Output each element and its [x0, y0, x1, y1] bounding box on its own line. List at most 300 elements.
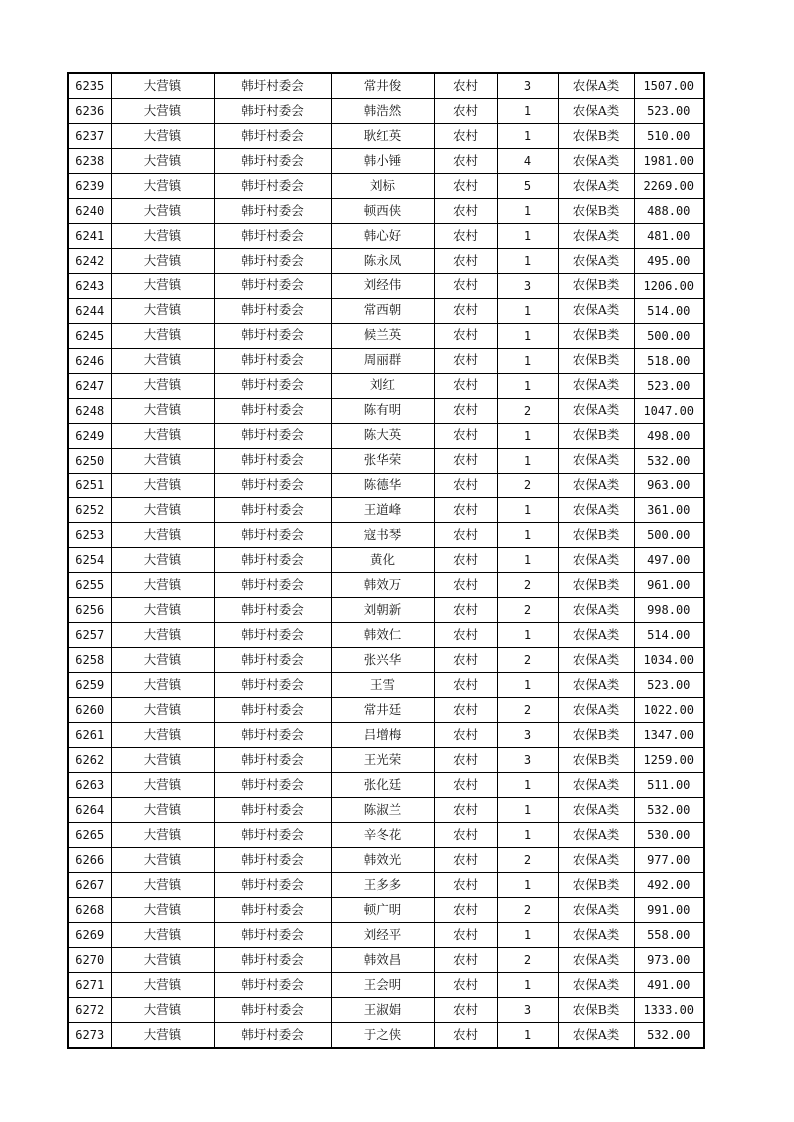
household-size-cell: 3: [497, 73, 558, 98]
village-committee-cell: 韩圩村委会: [214, 323, 331, 348]
village-committee-cell: 韩圩村委会: [214, 897, 331, 922]
household-type-cell: 农村: [434, 573, 497, 598]
household-size-cell: 1: [497, 98, 558, 123]
town-cell: 大营镇: [111, 298, 214, 323]
amount-cell: 977.00: [634, 848, 704, 873]
table-row: [68, 73, 704, 98]
name-cell: 常井俊: [331, 73, 434, 98]
amount-cell: 991.00: [634, 897, 704, 922]
table-row: [68, 498, 704, 523]
amount-cell: 532.00: [634, 1022, 704, 1047]
table-row: [68, 198, 704, 223]
village-committee-cell: 韩圩村委会: [214, 73, 331, 98]
insurance-category-cell: 农保A类: [558, 848, 634, 873]
town-cell: 大营镇: [111, 997, 214, 1022]
row-number-cell: 6250: [68, 448, 111, 473]
insurance-category-cell: 农保A类: [558, 248, 634, 273]
village-committee-cell: 韩圩村委会: [214, 947, 331, 972]
household-type-cell: 农村: [434, 448, 497, 473]
village-committee-cell: 韩圩村委会: [214, 972, 331, 997]
town-cell: 大营镇: [111, 148, 214, 173]
amount-cell: 488.00: [634, 198, 704, 223]
household-type-cell: 农村: [434, 848, 497, 873]
name-cell: 顿西侠: [331, 198, 434, 223]
insurance-category-cell: 农保A类: [558, 648, 634, 673]
insurance-category-cell: 农保B类: [558, 348, 634, 373]
household-type-cell: 农村: [434, 897, 497, 922]
amount-cell: 500.00: [634, 323, 704, 348]
insurance-category-cell: 农保A类: [558, 598, 634, 623]
household-size-cell: 1: [497, 623, 558, 648]
household-size-cell: 1: [497, 798, 558, 823]
town-cell: 大营镇: [111, 498, 214, 523]
amount-cell: 530.00: [634, 823, 704, 848]
table-row: [68, 523, 704, 548]
table-row: [68, 598, 704, 623]
name-cell: 韩效仁: [331, 623, 434, 648]
town-cell: 大营镇: [111, 448, 214, 473]
household-size-cell: 1: [497, 548, 558, 573]
household-type-cell: 农村: [434, 373, 497, 398]
household-size-cell: 2: [497, 573, 558, 598]
household-size-cell: 1: [497, 448, 558, 473]
table-row: [68, 972, 704, 997]
household-type-cell: 农村: [434, 773, 497, 798]
name-cell: 刘经平: [331, 922, 434, 947]
village-committee-cell: 韩圩村委会: [214, 798, 331, 823]
household-type-cell: 农村: [434, 123, 497, 148]
row-number-cell: 6267: [68, 873, 111, 898]
household-size-cell: 2: [497, 598, 558, 623]
row-number-cell: 6268: [68, 897, 111, 922]
village-committee-cell: 韩圩村委会: [214, 223, 331, 248]
household-size-cell: 1: [497, 823, 558, 848]
household-type-cell: 农村: [434, 947, 497, 972]
household-type-cell: 农村: [434, 98, 497, 123]
insurance-category-cell: 农保A类: [558, 798, 634, 823]
village-committee-cell: 韩圩村委会: [214, 723, 331, 748]
name-cell: 韩效万: [331, 573, 434, 598]
insurance-category-cell: 农保A类: [558, 173, 634, 198]
household-size-cell: 2: [497, 848, 558, 873]
household-size-cell: 1: [497, 972, 558, 997]
household-type-cell: 农村: [434, 248, 497, 273]
insurance-category-cell: 农保B类: [558, 523, 634, 548]
town-cell: 大营镇: [111, 98, 214, 123]
village-committee-cell: 韩圩村委会: [214, 398, 331, 423]
household-type-cell: 农村: [434, 997, 497, 1022]
table-row: [68, 423, 704, 448]
household-type-cell: 农村: [434, 523, 497, 548]
row-number-cell: 6249: [68, 423, 111, 448]
table-row: [68, 548, 704, 573]
table-row: [68, 623, 704, 648]
amount-cell: 523.00: [634, 373, 704, 398]
household-size-cell: 1: [497, 298, 558, 323]
name-cell: 候兰英: [331, 323, 434, 348]
table-row: [68, 223, 704, 248]
amount-cell: 1981.00: [634, 148, 704, 173]
table-row: [68, 698, 704, 723]
amount-cell: 558.00: [634, 922, 704, 947]
name-cell: 王道峰: [331, 498, 434, 523]
row-number-cell: 6251: [68, 473, 111, 498]
table-body: [68, 73, 704, 1048]
household-size-cell: 1: [497, 1022, 558, 1047]
household-type-cell: 农村: [434, 548, 497, 573]
town-cell: 大营镇: [111, 223, 214, 248]
name-cell: 陈大英: [331, 423, 434, 448]
household-type-cell: 农村: [434, 1022, 497, 1047]
row-number-cell: 6264: [68, 798, 111, 823]
household-type-cell: 农村: [434, 348, 497, 373]
table-row: [68, 448, 704, 473]
village-committee-cell: 韩圩村委会: [214, 623, 331, 648]
insurance-category-cell: 农保A类: [558, 673, 634, 698]
town-cell: 大营镇: [111, 473, 214, 498]
row-number-cell: 6273: [68, 1022, 111, 1047]
town-cell: 大营镇: [111, 523, 214, 548]
insurance-category-cell: 农保B类: [558, 873, 634, 898]
table-row: [68, 798, 704, 823]
name-cell: 韩效光: [331, 848, 434, 873]
village-committee-cell: 韩圩村委会: [214, 173, 331, 198]
household-size-cell: 1: [497, 198, 558, 223]
table-row: [68, 398, 704, 423]
row-number-cell: 6243: [68, 273, 111, 298]
village-committee-cell: 韩圩村委会: [214, 348, 331, 373]
household-type-cell: 农村: [434, 198, 497, 223]
name-cell: 陈淑兰: [331, 798, 434, 823]
village-committee-cell: 韩圩村委会: [214, 773, 331, 798]
table-row: [68, 897, 704, 922]
town-cell: 大营镇: [111, 323, 214, 348]
row-number-cell: 6247: [68, 373, 111, 398]
village-committee-cell: 韩圩村委会: [214, 823, 331, 848]
name-cell: 王会明: [331, 972, 434, 997]
amount-cell: 1047.00: [634, 398, 704, 423]
table-row: [68, 173, 704, 198]
row-number-cell: 6263: [68, 773, 111, 798]
table-row: [68, 323, 704, 348]
insurance-category-cell: 农保A类: [558, 98, 634, 123]
town-cell: 大营镇: [111, 573, 214, 598]
town-cell: 大营镇: [111, 773, 214, 798]
name-cell: 张华荣: [331, 448, 434, 473]
insurance-category-cell: 农保B类: [558, 198, 634, 223]
name-cell: 王光荣: [331, 748, 434, 773]
town-cell: 大营镇: [111, 947, 214, 972]
village-committee-cell: 韩圩村委会: [214, 523, 331, 548]
row-number-cell: 6244: [68, 298, 111, 323]
household-type-cell: 农村: [434, 223, 497, 248]
village-committee-cell: 韩圩村委会: [214, 997, 331, 1022]
village-committee-cell: 韩圩村委会: [214, 98, 331, 123]
village-committee-cell: 韩圩村委会: [214, 573, 331, 598]
name-cell: 陈德华: [331, 473, 434, 498]
name-cell: 常井廷: [331, 698, 434, 723]
amount-cell: 495.00: [634, 248, 704, 273]
village-committee-cell: 韩圩村委会: [214, 1022, 331, 1047]
row-number-cell: 6254: [68, 548, 111, 573]
town-cell: 大营镇: [111, 1022, 214, 1047]
name-cell: 顿广明: [331, 897, 434, 922]
name-cell: 王雪: [331, 673, 434, 698]
amount-cell: 1259.00: [634, 748, 704, 773]
name-cell: 王淑娟: [331, 997, 434, 1022]
village-committee-cell: 韩圩村委会: [214, 598, 331, 623]
name-cell: 刘经伟: [331, 273, 434, 298]
household-size-cell: 1: [497, 348, 558, 373]
table-row: [68, 348, 704, 373]
row-number-cell: 6270: [68, 947, 111, 972]
row-number-cell: 6271: [68, 972, 111, 997]
table-row: [68, 273, 704, 298]
town-cell: 大营镇: [111, 273, 214, 298]
insurance-category-cell: 农保B类: [558, 123, 634, 148]
village-committee-cell: 韩圩村委会: [214, 273, 331, 298]
town-cell: 大营镇: [111, 423, 214, 448]
household-size-cell: 3: [497, 273, 558, 298]
insurance-category-cell: 农保A类: [558, 223, 634, 248]
amount-cell: 481.00: [634, 223, 704, 248]
household-type-cell: 农村: [434, 173, 497, 198]
table-row: [68, 873, 704, 898]
town-cell: 大营镇: [111, 73, 214, 98]
village-committee-cell: 韩圩村委会: [214, 698, 331, 723]
town-cell: 大营镇: [111, 123, 214, 148]
row-number-cell: 6242: [68, 248, 111, 273]
town-cell: 大营镇: [111, 673, 214, 698]
village-committee-cell: 韩圩村委会: [214, 448, 331, 473]
household-size-cell: 2: [497, 897, 558, 922]
insurance-category-cell: 农保B类: [558, 748, 634, 773]
name-cell: 张兴华: [331, 648, 434, 673]
household-type-cell: 农村: [434, 823, 497, 848]
insurance-category-cell: 农保B类: [558, 573, 634, 598]
amount-cell: 973.00: [634, 947, 704, 972]
name-cell: 王多多: [331, 873, 434, 898]
village-committee-cell: 韩圩村委会: [214, 673, 331, 698]
household-type-cell: 农村: [434, 598, 497, 623]
insurance-category-cell: 农保A类: [558, 448, 634, 473]
name-cell: 刘标: [331, 173, 434, 198]
amount-cell: 1507.00: [634, 73, 704, 98]
amount-cell: 361.00: [634, 498, 704, 523]
amount-cell: 1034.00: [634, 648, 704, 673]
row-number-cell: 6262: [68, 748, 111, 773]
household-type-cell: 农村: [434, 498, 497, 523]
village-committee-cell: 韩圩村委会: [214, 748, 331, 773]
household-size-cell: 1: [497, 373, 558, 398]
name-cell: 刘朝新: [331, 598, 434, 623]
village-committee-cell: 韩圩村委会: [214, 148, 331, 173]
row-number-cell: 6258: [68, 648, 111, 673]
insurance-category-cell: 农保A类: [558, 773, 634, 798]
household-size-cell: 1: [497, 323, 558, 348]
household-type-cell: 农村: [434, 323, 497, 348]
amount-cell: 1022.00: [634, 698, 704, 723]
row-number-cell: 6252: [68, 498, 111, 523]
amount-cell: 497.00: [634, 548, 704, 573]
insurance-category-cell: 农保A类: [558, 398, 634, 423]
village-committee-cell: 韩圩村委会: [214, 648, 331, 673]
table-row: [68, 673, 704, 698]
amount-cell: 532.00: [634, 798, 704, 823]
village-committee-cell: 韩圩村委会: [214, 922, 331, 947]
table-row: [68, 848, 704, 873]
insurance-category-cell: 农保A类: [558, 148, 634, 173]
table-row: [68, 473, 704, 498]
household-size-cell: 3: [497, 748, 558, 773]
insurance-category-cell: 农保A类: [558, 1022, 634, 1047]
row-number-cell: 6259: [68, 673, 111, 698]
household-size-cell: 2: [497, 473, 558, 498]
town-cell: 大营镇: [111, 922, 214, 947]
insurance-category-cell: 农保A类: [558, 473, 634, 498]
amount-cell: 492.00: [634, 873, 704, 898]
table-row: [68, 123, 704, 148]
household-type-cell: 农村: [434, 298, 497, 323]
household-size-cell: 1: [497, 922, 558, 947]
town-cell: 大营镇: [111, 723, 214, 748]
household-size-cell: 1: [497, 223, 558, 248]
table-row: [68, 248, 704, 273]
household-size-cell: 2: [497, 698, 558, 723]
name-cell: 辛冬花: [331, 823, 434, 848]
table-row: [68, 997, 704, 1022]
name-cell: 吕增梅: [331, 723, 434, 748]
name-cell: 陈有明: [331, 398, 434, 423]
town-cell: 大营镇: [111, 648, 214, 673]
name-cell: 耿红英: [331, 123, 434, 148]
name-cell: 刘红: [331, 373, 434, 398]
amount-cell: 1347.00: [634, 723, 704, 748]
household-type-cell: 农村: [434, 798, 497, 823]
name-cell: 常西朝: [331, 298, 434, 323]
household-type-cell: 农村: [434, 972, 497, 997]
table-row: [68, 148, 704, 173]
household-size-cell: 1: [497, 498, 558, 523]
amount-cell: 998.00: [634, 598, 704, 623]
household-type-cell: 农村: [434, 73, 497, 98]
household-type-cell: 农村: [434, 748, 497, 773]
table-row: [68, 1022, 704, 1047]
insurance-category-cell: 农保A类: [558, 922, 634, 947]
name-cell: 周丽群: [331, 348, 434, 373]
amount-cell: 498.00: [634, 423, 704, 448]
household-type-cell: 农村: [434, 148, 497, 173]
village-committee-cell: 韩圩村委会: [214, 548, 331, 573]
town-cell: 大营镇: [111, 623, 214, 648]
household-size-cell: 2: [497, 947, 558, 972]
row-number-cell: 6238: [68, 148, 111, 173]
household-type-cell: 农村: [434, 423, 497, 448]
household-type-cell: 农村: [434, 922, 497, 947]
amount-cell: 514.00: [634, 298, 704, 323]
amount-cell: 510.00: [634, 123, 704, 148]
household-size-cell: 1: [497, 423, 558, 448]
row-number-cell: 6272: [68, 997, 111, 1022]
table-row: [68, 298, 704, 323]
row-number-cell: 6253: [68, 523, 111, 548]
name-cell: 陈永凤: [331, 248, 434, 273]
village-committee-cell: 韩圩村委会: [214, 498, 331, 523]
insurance-category-cell: 农保A类: [558, 373, 634, 398]
household-type-cell: 农村: [434, 473, 497, 498]
insurance-category-cell: 农保A类: [558, 698, 634, 723]
town-cell: 大营镇: [111, 373, 214, 398]
town-cell: 大营镇: [111, 348, 214, 373]
name-cell: 韩小锤: [331, 148, 434, 173]
amount-cell: 963.00: [634, 473, 704, 498]
data-table: [67, 72, 705, 1049]
amount-cell: 523.00: [634, 98, 704, 123]
town-cell: 大营镇: [111, 198, 214, 223]
amount-cell: 532.00: [634, 448, 704, 473]
town-cell: 大营镇: [111, 173, 214, 198]
row-number-cell: 6241: [68, 223, 111, 248]
row-number-cell: 6265: [68, 823, 111, 848]
town-cell: 大营镇: [111, 798, 214, 823]
row-number-cell: 6237: [68, 123, 111, 148]
table-row: [68, 373, 704, 398]
household-size-cell: 5: [497, 173, 558, 198]
town-cell: 大营镇: [111, 698, 214, 723]
household-type-cell: 农村: [434, 723, 497, 748]
table-row: [68, 748, 704, 773]
table-row: [68, 922, 704, 947]
row-number-cell: 6269: [68, 922, 111, 947]
row-number-cell: 6240: [68, 198, 111, 223]
village-committee-cell: 韩圩村委会: [214, 298, 331, 323]
amount-cell: 961.00: [634, 573, 704, 598]
town-cell: 大营镇: [111, 248, 214, 273]
insurance-category-cell: 农保A类: [558, 972, 634, 997]
household-type-cell: 农村: [434, 648, 497, 673]
household-size-cell: 1: [497, 123, 558, 148]
household-size-cell: 1: [497, 523, 558, 548]
row-number-cell: 6261: [68, 723, 111, 748]
row-number-cell: 6257: [68, 623, 111, 648]
name-cell: 于之侠: [331, 1022, 434, 1047]
insurance-category-cell: 农保A类: [558, 73, 634, 98]
town-cell: 大营镇: [111, 897, 214, 922]
household-size-cell: 3: [497, 997, 558, 1022]
row-number-cell: 6256: [68, 598, 111, 623]
village-committee-cell: 韩圩村委会: [214, 198, 331, 223]
town-cell: 大营镇: [111, 972, 214, 997]
insurance-category-cell: 农保B类: [558, 723, 634, 748]
town-cell: 大营镇: [111, 548, 214, 573]
village-committee-cell: 韩圩村委会: [214, 248, 331, 273]
name-cell: 韩心好: [331, 223, 434, 248]
town-cell: 大营镇: [111, 848, 214, 873]
insurance-category-cell: 农保A类: [558, 548, 634, 573]
town-cell: 大营镇: [111, 398, 214, 423]
household-type-cell: 农村: [434, 673, 497, 698]
household-size-cell: 1: [497, 873, 558, 898]
household-size-cell: 1: [497, 673, 558, 698]
town-cell: 大营镇: [111, 873, 214, 898]
household-type-cell: 农村: [434, 698, 497, 723]
amount-cell: 511.00: [634, 773, 704, 798]
amount-cell: 518.00: [634, 348, 704, 373]
town-cell: 大营镇: [111, 748, 214, 773]
insurance-category-cell: 农保B类: [558, 323, 634, 348]
household-size-cell: 4: [497, 148, 558, 173]
village-committee-cell: 韩圩村委会: [214, 873, 331, 898]
